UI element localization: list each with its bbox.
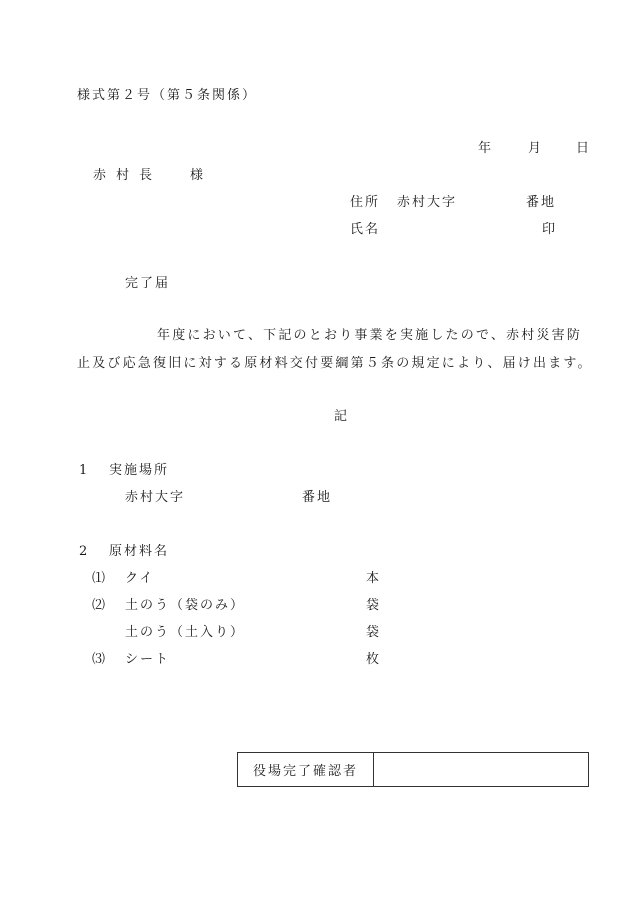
section2-label: 原材料名 [109,544,170,559]
item-number: ⑵ [92,598,108,613]
addressee-honorific: 様 [190,168,206,183]
document-title: 完了届 [125,276,171,291]
seal-mark: 印 [542,222,558,237]
item-name: クイ [125,571,155,586]
address-label: 住所 [350,195,381,210]
addressee-name: 赤村長 [93,168,163,183]
section1-number: 1 [79,463,90,478]
confirmation-box [237,752,589,787]
item-unit: 本 [366,571,382,586]
item-number: ⑶ [92,652,108,667]
section1-label: 実施場所 [109,463,170,478]
name-label: 氏名 [350,222,381,237]
item-name: 土のう（土入り） [125,625,246,640]
item-name: シート [125,652,171,667]
address-suffix: 番地 [526,195,557,210]
item-name: 土のう（袋のみ） [125,598,246,613]
ki-heading: 記 [334,409,350,424]
body-line-2: 止及び応急復旧に対する原材料交付要綱第５条の規定により、届け出ます。 [77,356,593,371]
date-year: 年 [478,141,494,156]
date-day: 日 [576,141,592,156]
item-unit: 袋 [366,625,382,640]
address-value: 赤村大字 [397,195,458,210]
section2-number: 2 [79,544,90,559]
confirmation-signature-field[interactable] [374,753,588,786]
item-unit: 袋 [366,598,382,613]
confirmation-label: 役場完了確認者 [238,753,374,786]
form-number: 様式第２号（第５条関係） [77,88,258,103]
item-number: ⑴ [92,571,108,586]
section1-place: 赤村大字 [125,490,186,505]
section1-place-suffix: 番地 [302,490,333,505]
date-month: 月 [528,141,544,156]
item-unit: 枚 [366,652,382,667]
body-line-1: 年度において、下記のとおり事業を実施したので、赤村災害防 [157,328,583,343]
